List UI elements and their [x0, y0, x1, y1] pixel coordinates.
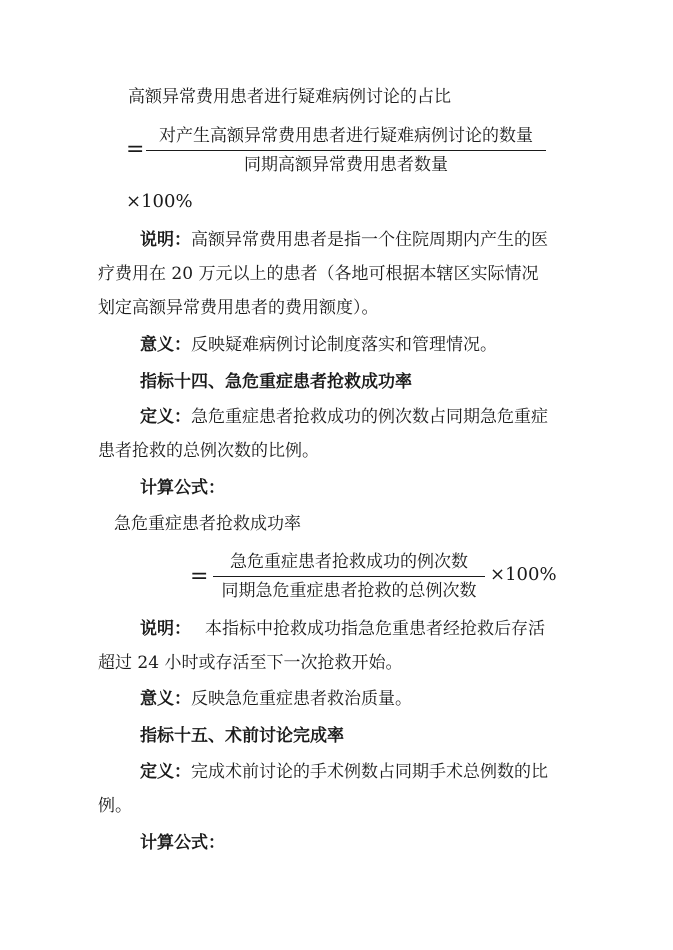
note-line: 高额异常费用患者是指一个住院周期内产生的医 — [191, 230, 548, 250]
meaning-paragraph — [140, 334, 497, 356]
formula-title: 急危重症患者抢救成功率 — [114, 514, 301, 534]
definition-paragraph — [140, 761, 548, 783]
definition-label: 定义： — [140, 407, 191, 427]
equals-sign: = — [190, 564, 209, 589]
definition-line: 例。 — [98, 796, 132, 816]
meaning-paragraph — [140, 688, 412, 710]
formula-denominator: 同期高额异常费用患者数量 — [244, 155, 448, 175]
section-heading: 指标十四、急危重症患者抢救成功率 — [140, 372, 412, 392]
note-line: 超过 24 小时或存活至下一次抢救开始。 — [98, 653, 403, 673]
meaning-text: 反映疑难病例讨论制度落实和管理情况。 — [191, 335, 497, 355]
meaning-label: 意义： — [140, 689, 191, 709]
meaning-text: 反映急危重症患者救治质量。 — [191, 689, 412, 709]
formula-multiplier: ×100% — [490, 564, 557, 585]
calc-label: 计算公式： — [140, 833, 225, 853]
note-line: 划定高额异常费用患者的费用额度）。 — [98, 298, 379, 318]
note-paragraph — [140, 618, 545, 640]
formula-multiplier: ×100% — [126, 191, 193, 212]
formula-numerator: 急危重症患者抢救成功的例次数 — [230, 552, 468, 572]
definition-line: 完成术前讨论的手术例数占同期手术总例数的比 — [191, 762, 548, 782]
meaning-label: 意义： — [140, 335, 191, 355]
section-heading: 指标十五、术前讨论完成率 — [140, 726, 344, 746]
note-line: 疗费用在 20 万元以上的患者（各地可根据本辖区实际情况 — [98, 264, 539, 284]
note-label: 说明： — [140, 619, 191, 639]
fraction-bar — [146, 150, 546, 151]
fraction-bar — [213, 576, 485, 577]
definition-label: 定义： — [140, 762, 191, 782]
formula-numerator: 对产生高额异常费用患者进行疑难病例讨论的数量 — [159, 126, 533, 146]
definition-line: 患者抢救的总例次数的比例。 — [98, 441, 319, 461]
note-line: 本指标中抢救成功指急危重患者经抢救后存活 — [205, 619, 545, 639]
equals-sign: = — [126, 137, 145, 162]
note-label: 说明： — [140, 230, 191, 250]
note-paragraph — [140, 229, 548, 251]
formula-title: 高额异常费用患者进行疑难病例讨论的占比 — [128, 87, 451, 107]
definition-paragraph — [140, 406, 548, 428]
formula-denominator: 同期急危重症患者抢救的总例次数 — [221, 581, 477, 601]
calc-label: 计算公式： — [140, 478, 225, 498]
definition-line: 急危重症患者抢救成功的例次数占同期急危重症 — [191, 407, 548, 427]
